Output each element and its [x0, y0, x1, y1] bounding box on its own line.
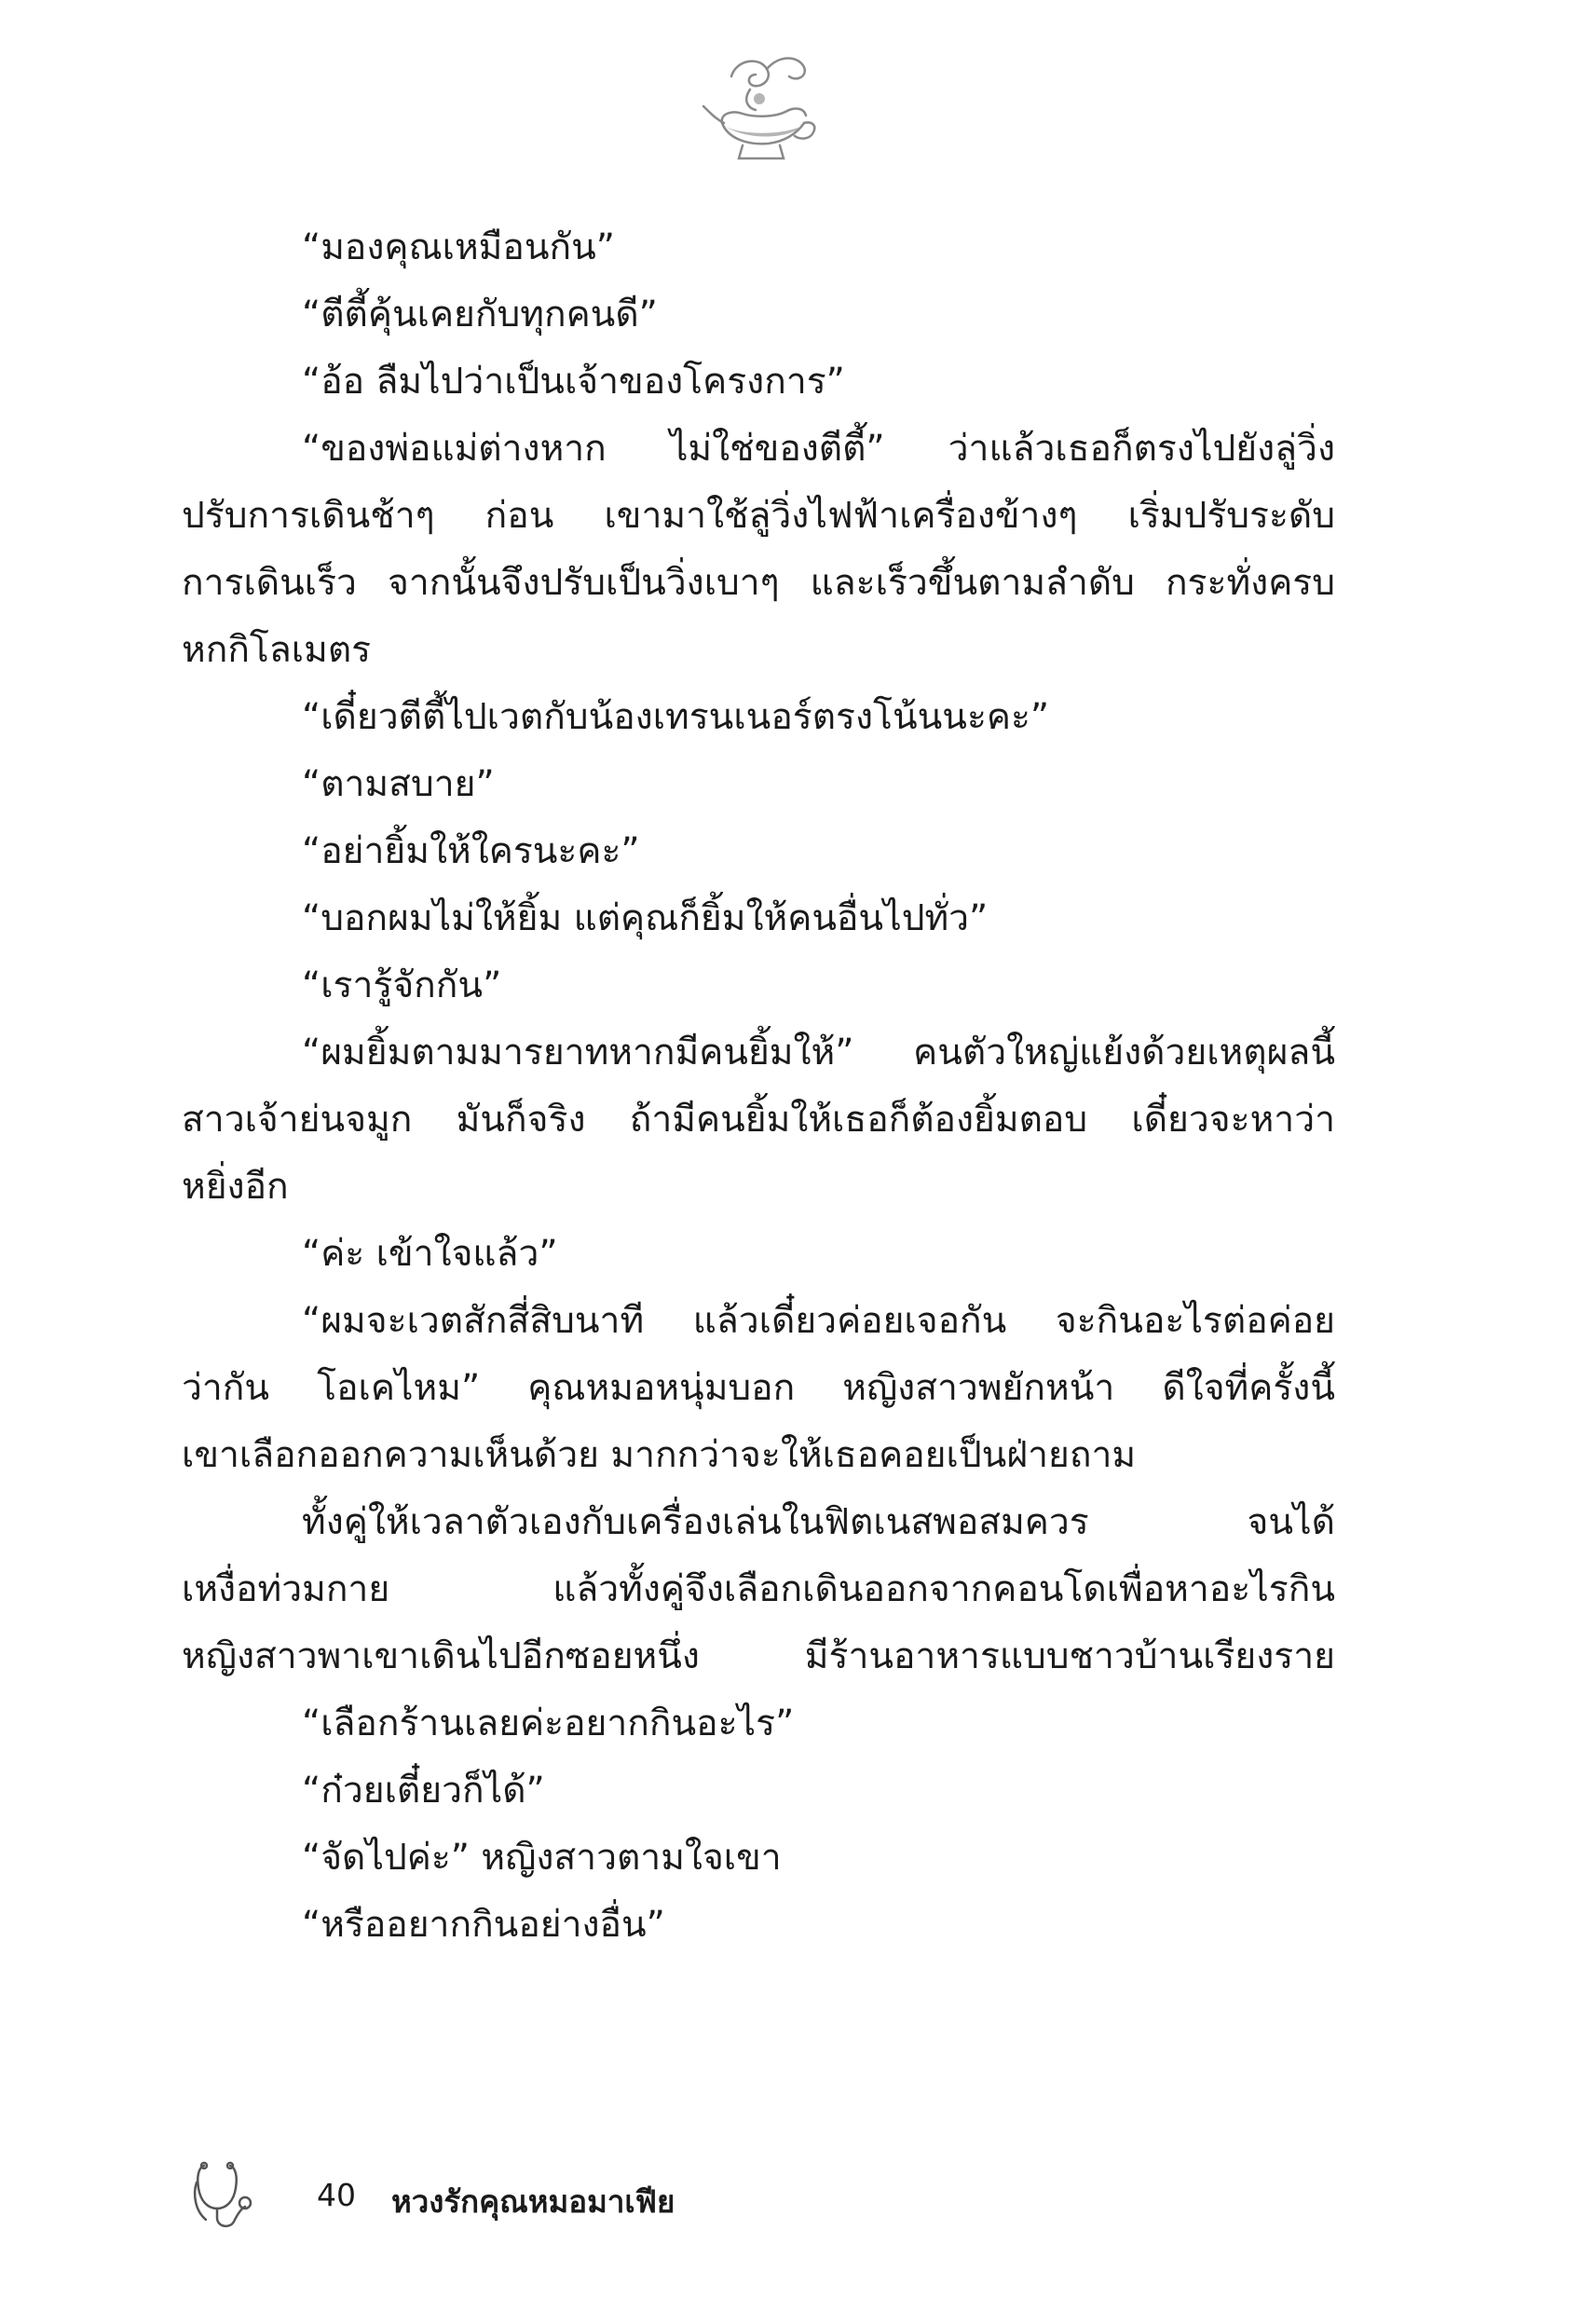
text-line: “ค่ะ เข้าใจแล้ว”: [302, 1233, 558, 1275]
stethoscope-icon: [191, 2160, 256, 2233]
text-line: “ตีตี้คุ้นเคยกับทุกคนดี”: [302, 294, 658, 335]
text-line: การเดินเร็ว จากนั้นจึงปรับเป็นวิ่งเบาๆ และเร็วขึ้นตามลำดับ กระทั่งครบ: [182, 562, 1335, 604]
text-line: “หรืออยากกินอย่างอื่น”: [302, 1904, 665, 1946]
text-line: เหงื่อท่วมกาย แล้วทั้งคู่จึงเลือกเดินออกจากคอนโดเพื่อหาอะไรกิน: [182, 1568, 1335, 1610]
text-line: “บอกผมไม่ให้ยิ้ม แต่คุณก็ยิ้มให้คนอื่นไปทั่ว”: [302, 897, 989, 939]
body-text: [182, 214, 1335, 1959]
text-line: “ผมจะเวตสักสี่สิบนาที แล้วเดี๋ยวค่อยเจอกัน จะกินอะไรต่อค่อย: [302, 1300, 1335, 1342]
text-line: “ก๋วยเตี๋ยวก็ได้”: [302, 1770, 545, 1812]
text-line: “เรารู้จักกัน”: [302, 964, 502, 1006]
text-line: “เดี๋ยวตีตี้ไปเวตกับน้องเทรนเนอร์ตรงโน้นนะคะ”: [302, 696, 1050, 738]
text-line: “ของพ่อแม่ต่างหาก ไม่ใช่ของตีตี้” ว่าแล้วเธอก็ตรงไปยังลู่วิ่ง: [302, 428, 1335, 470]
text-line: สาวเจ้าย่นจมูก มันก็จริง ถ้ามีคนยิ้มให้เธอก็ต้องยิ้มตอบ เดี๋ยวจะหาว่า: [182, 1099, 1335, 1141]
text-line: เขาเลือกออกความเห็นด้วย มากกว่าจะให้เธอคอยเป็นฝ่ายถาม: [182, 1434, 1137, 1476]
text-line: “เลือกร้านเลยค่ะอยากกินอะไร”: [302, 1702, 795, 1744]
text-line: ทั้งคู่ให้เวลาตัวเองกับเครื่องเล่นในฟิตเนสพอสมควร จนได้: [302, 1501, 1335, 1543]
page-footer: [191, 2160, 1030, 2235]
text-line: “จัดไปค่ะ” หญิงสาวตามใจเขา: [302, 1837, 782, 1879]
text-line: “อ้อ ลืมไปว่าเป็นเจ้าของโครงการ”: [302, 361, 845, 403]
text-line: หยิ่งอีก: [182, 1166, 289, 1208]
text-line: “อย่ายิ้มให้ใครนะคะ”: [302, 830, 640, 872]
page-number: 40: [317, 2177, 356, 2213]
text-line: หกกิโลเมตร: [182, 629, 372, 671]
genie-lamp-icon: [694, 48, 825, 171]
text-line: ปรับการเดินช้าๆ ก่อน เขามาใช้ลู่วิ่งไฟฟ้าเครื่องข้างๆ เริ่มปรับระดับ: [182, 495, 1335, 537]
text-line: “ตามสบาย”: [302, 763, 495, 805]
text-line: “ผมยิ้มตามมารยาทหากมีคนยิ้มให้” คนตัวใหญ่แย้งด้วยเหตุผลนี้: [302, 1032, 1335, 1073]
text-line: “มองคุณเหมือนกัน”: [302, 226, 615, 268]
book-title: หวงรักคุณหมอมาเฟีย: [391, 2183, 675, 2220]
text-line: หญิงสาวพาเขาเดินไปอีกซอยหนึ่ง มีร้านอาหารแบบชาวบ้านเรียงราย: [182, 1635, 1335, 1677]
text-line: ว่ากัน โอเคไหม” คุณหมอหนุ่มบอก หญิงสาวพยักหน้า ดีใจที่ครั้งนี้: [182, 1367, 1335, 1409]
